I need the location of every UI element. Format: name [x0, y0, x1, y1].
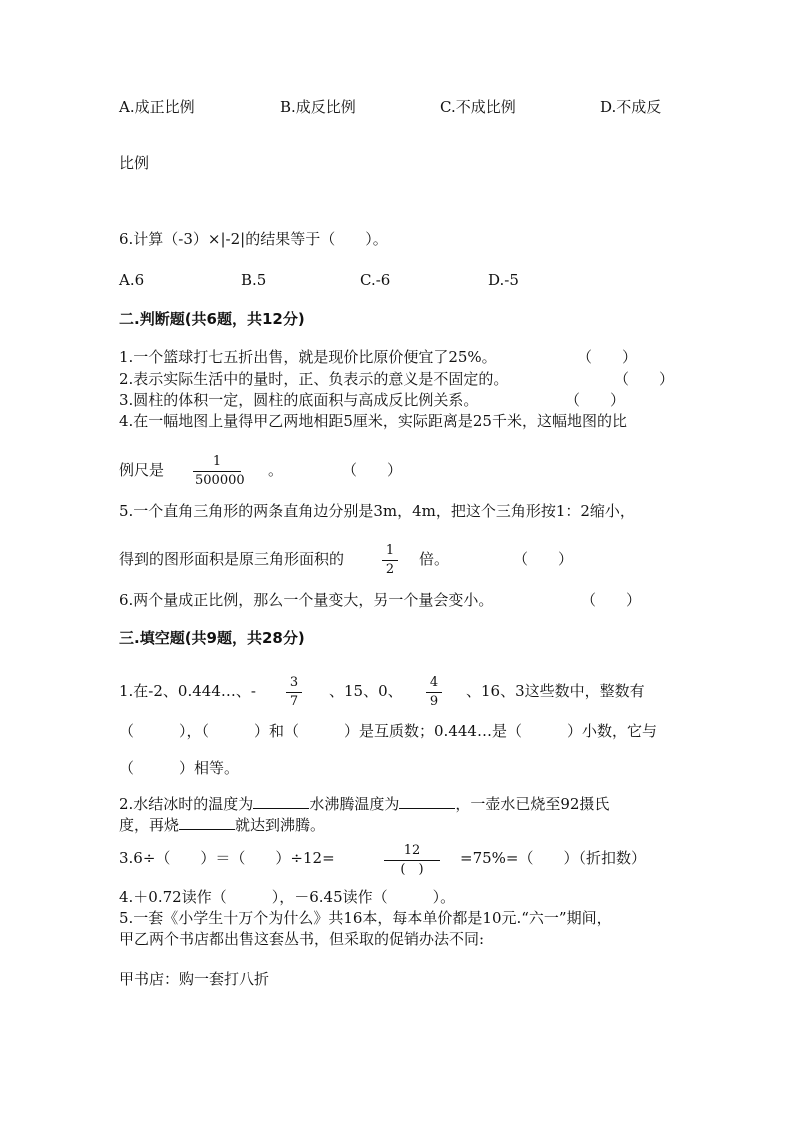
- s2-item-5-paren: （ ）: [513, 550, 574, 568]
- q5-option-a: A.成正比例: [119, 98, 195, 116]
- s3-q2-line2: [119, 815, 325, 835]
- s3-q2-line1: [119, 794, 609, 814]
- scale-fraction-numerator: 1: [212, 454, 222, 469]
- q5-option-b: B.成反比例: [280, 98, 356, 116]
- s2-item-5-after: 倍。: [419, 550, 450, 568]
- s2-item-1: 1.一个篮球打七五折出售，就是现价比原价便宜了25%。: [119, 348, 497, 366]
- s3-q3-part2: =75%=（ ）（折扣数）: [460, 849, 646, 867]
- fraction-denominator: 7: [289, 694, 299, 709]
- fraction-numerator: 3: [289, 675, 299, 690]
- scale-fraction: [193, 454, 245, 489]
- half-fraction: [382, 543, 398, 578]
- s3-q5-line1: 5.一套《小学生十万个为什么》共16本，每本单价都是10元.“六一”期间，: [119, 909, 612, 927]
- q5-option-d: D.不成反: [600, 98, 662, 116]
- q5-option-d-continued: 比例: [119, 154, 150, 172]
- fraction-denominator: ( ): [400, 862, 424, 877]
- s3-q1-part3: 、16、3这些数中，整数有: [466, 682, 645, 700]
- section2-heading: 二.判断题(共6题，共12分): [119, 310, 305, 328]
- s3-q3-part1: 3.6÷（ ）＝（ ）÷12=: [119, 849, 335, 867]
- s2-item-4-cont: 例尺是: [119, 461, 165, 479]
- s2-item-5-line1: 5.一个直角三角形的两条直角边分别是3m，4m，把这个三角形按1：2缩小，: [119, 502, 635, 520]
- s3-q2-text-e: 就达到沸腾。: [235, 816, 326, 834]
- s3-q2-text-a: 2.水结冰时的温度为: [119, 795, 254, 813]
- s2-item-2: 2.表示实际生活中的量时，正、负表示的意义是不固定的。: [119, 370, 509, 388]
- answer-blank[interactable]: [253, 794, 309, 809]
- q6-option-b: B.5: [241, 271, 267, 289]
- s3-q2-text-d: 度，再烧: [119, 816, 180, 834]
- q6-option-c: C.-6: [360, 271, 391, 289]
- fraction-bar: [286, 692, 302, 693]
- fraction-bar: [382, 560, 398, 561]
- s3-q4: 4.＋0.72读作（ ），－6.45读作（ ）。: [119, 888, 456, 906]
- fraction-numerator: 12: [403, 843, 421, 858]
- s3-q5-line2: 甲乙两个书店都出售这套丛书，但采取的促销办法不同:: [119, 930, 485, 948]
- q5-option-c: C.不成比例: [440, 98, 516, 116]
- s3-q2-text-c: ，一壶水已烧至92摄氏: [455, 795, 610, 813]
- s2-item-2-paren: （ ）: [614, 370, 675, 388]
- fraction-denominator: 9: [429, 694, 439, 709]
- s2-item-4-paren: （ ）: [342, 461, 403, 479]
- s2-item-1-paren: （ ）: [577, 348, 638, 366]
- answer-blank[interactable]: [399, 794, 455, 809]
- section3-heading: 三.填空题(共9题，共28分): [119, 629, 305, 647]
- fraction-bar: [426, 692, 442, 693]
- fraction-4-9: [426, 675, 442, 710]
- s3-q1-line3: （ ）相等。: [119, 759, 240, 777]
- s3-q2-text-b: 水沸腾温度为: [309, 795, 400, 813]
- q6-stem: 6.计算（-3）×|-2|的结果等于（ ）。: [119, 230, 388, 248]
- answer-blank[interactable]: [179, 815, 235, 830]
- s3-q5-line3: 甲书店：购一套打八折: [119, 970, 270, 988]
- s3-q1-part2: 、15、0、: [329, 682, 403, 700]
- fraction-numerator: 4: [429, 675, 439, 690]
- q6-option-a: A.6: [119, 271, 145, 289]
- s2-item-5-line2: 得到的图形面积是原三角形面积的: [119, 550, 345, 568]
- fraction-3-7: [286, 675, 302, 710]
- s2-item-6-paren: （ ）: [581, 591, 642, 609]
- s2-item-6: 6.两个量成正比例，那么一个量变大，另一个量会变小。: [119, 591, 494, 609]
- s2-item-4-period: 。: [268, 461, 284, 479]
- s3-q1-part1: 1.在-2、0.444…、-: [119, 682, 256, 700]
- fraction-bar: [193, 471, 241, 472]
- s2-item-3: 3.圆柱的体积一定，圆柱的底面积与高成反比例关系。: [119, 391, 479, 409]
- fraction-12-blank: [384, 843, 440, 878]
- q6-option-d: D.-5: [488, 271, 519, 289]
- s2-item-3-paren: （ ）: [565, 391, 626, 409]
- s2-item-4: 4.在一幅地图上量得甲乙两地相距5厘米，实际距离是25千米，这幅地图的比: [119, 412, 627, 430]
- fraction-bar: [384, 860, 440, 861]
- half-fraction-denominator: 2: [385, 562, 395, 577]
- s3-q1-line2: （ ），（ ）和（ ）是互质数；0.444…是（ ）小数，它与: [119, 722, 657, 740]
- half-fraction-numerator: 1: [385, 543, 395, 558]
- scale-fraction-denominator: 500000: [195, 473, 245, 488]
